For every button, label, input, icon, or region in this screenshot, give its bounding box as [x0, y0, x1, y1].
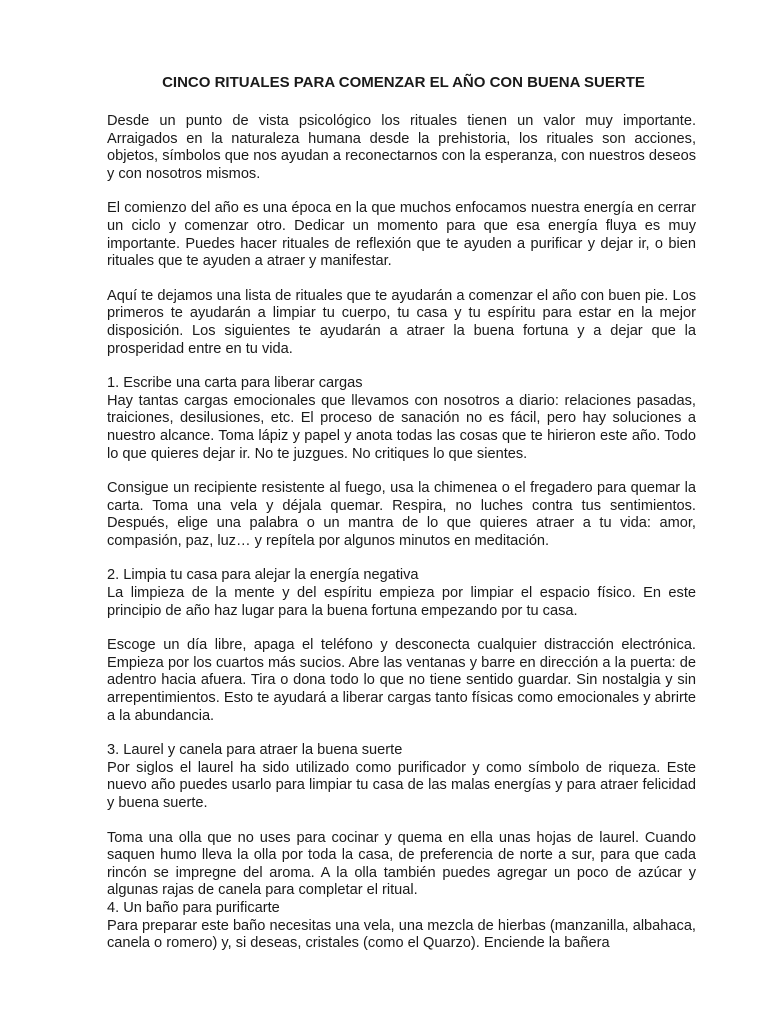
section-4-heading: 4. Un baño para purificarte: [107, 899, 280, 916]
intro-paragraph-2: El comienzo del año es una época en la que muchos enfocamos nuestra energía en cerrar un ciclo y comenzar otro. Dedicar un momento para que esa energía fluya es muy importante. Puedes hacer rituales de reflexión que te ayuden a purificar y dejar ir, o bien rituales que te ayuden a atraer y manifestar.: [107, 200, 696, 270]
section-4-paragraph-1: Para preparar este baño necesitas una vela, una mezcla de hierbas (manzanilla, albahaca, canela o romero) y, si deseas, cristales (como el Quarzo). Enciende la bañera: [107, 917, 696, 952]
section-2-paragraph-1: La limpieza de la mente y del espíritu empieza por limpiar el espacio físico. En este principio de año haz lugar para la buena fortuna empezando por tu casa.: [107, 585, 696, 619]
section-3-heading: 3. Laurel y canela para atraer la buena suerte: [107, 742, 403, 759]
intro-paragraph-1: Desde un punto de vista psicológico los rituales tienen un valor muy importante. Arraigados en la naturaleza humana desde la prehistoria, los rituales son acciones, objetos, símbolos que nos ayudan a reconectarnos con la esperanza, con nuestros deseos y con nosotros mismos.: [107, 113, 696, 182]
section-1-paragraph-1: Hay tantas cargas emocionales que llevamos con nosotros a diario: relaciones pasadas, traiciones, desilusiones, etc. El proceso de sanación no es fácil, pero hay soluciones a nuestro alcance. Toma lápiz y papel y anota todas las cosas que te hirieron este año. Todo lo que quieres dejar ir. No te juzgues. No critiques lo que sientes.: [107, 392, 696, 462]
section-3-paragraph-1: Por siglos el laurel ha sido utilizado como purificador y como símbolo de riqueza. Este nuevo año puedes usarlo para limpiar tu casa de las malas energías y para atraer felicidad y buena suerte.: [107, 759, 696, 811]
document-title: CINCO RITUALES PARA COMENZAR EL AÑO CON BUENA SUERTE: [162, 74, 645, 91]
section-2-paragraph-2: Escoge un día libre, apaga el teléfono y desconecta cualquier distracción electrónica. Empieza por los cuartos más sucios. Abre las ventanas y barre en dirección a la puerta: de adentro hacia afuera. Tira o dona todo lo que no tiene sentido guardar. Sin nostalgia y sin arrepentimientos. Esto te ayudará a liberar cargas tanto físicas como emocionales y abrirte a la abundancia.: [107, 637, 696, 724]
section-1-paragraph-2: Consigue un recipiente resistente al fuego, usa la chimenea o el fregadero para quemar la carta. Toma una vela y déjala quemar. Respira, no luches contra tus sentimientos. Después, elige una palabra o un mantra de lo que quieres atraer a tu vida: amor, compasión, paz, luz… y repítela por algunos minutos en meditación.: [107, 480, 696, 549]
intro-paragraph-3: Aquí te dejamos una lista de rituales que te ayudarán a comenzar el año con buen pie. Los primeros te ayudarán a limpiar tu cuerpo, tu casa y tu espíritu para estar en la mejor disposición. Los siguientes te ayudarán a atraer la buena fortuna y a dejar que la prosperidad entre en tu vida.: [107, 287, 696, 357]
section-3-paragraph-2: Toma una olla que no uses para cocinar y quema en ella unas hojas de laurel. Cuando saquen humo lleva la olla por toda la casa, de preferencia de norte a sur, para que cada rincón se impregne del aroma. A la olla también puedes agregar un poco de azúcar y algunas rajas de canela para completar el ritual.: [107, 829, 696, 899]
section-1-heading: 1. Escribe una carta para liberar cargas: [107, 375, 363, 392]
section-2-heading: 2. Limpia tu casa para alejar la energía negativa: [107, 567, 419, 584]
